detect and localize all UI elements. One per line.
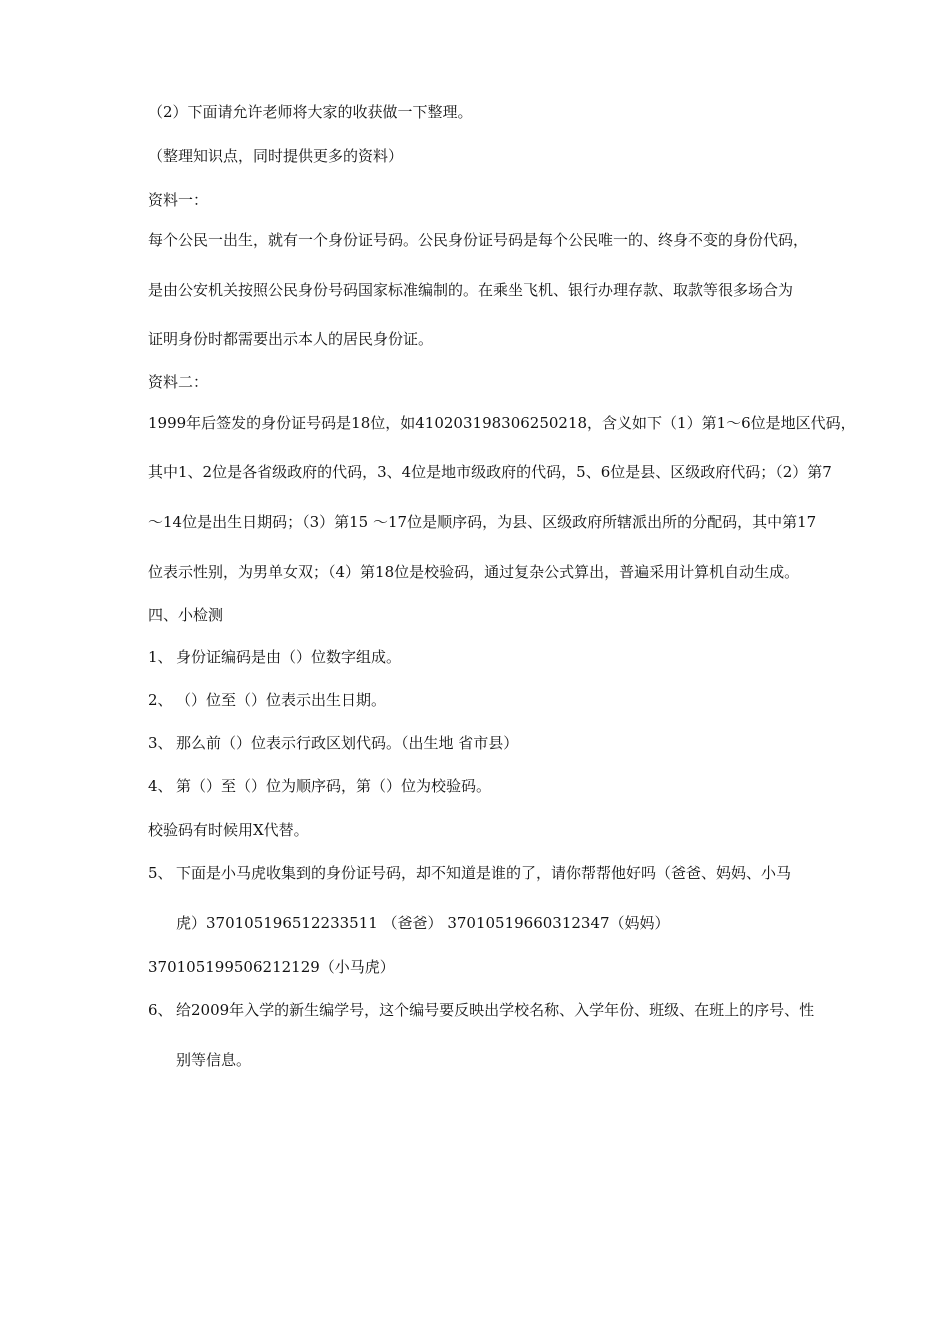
intro-note: （整理知识点，同时提供更多的资料） xyxy=(148,147,404,165)
question-6-line-1: 给2009年入学的新生编学号，这个编号要反映出学校名称、入学年份、班级、在班上的序号、性 xyxy=(176,1001,815,1019)
question-6-line-2: 别等信息。 xyxy=(176,1051,252,1069)
question-2-text: （）位至（）位表示出生日期。 xyxy=(176,691,387,709)
question-3-number: 3、 xyxy=(148,734,173,752)
question-6-number: 6、 xyxy=(148,1001,173,1019)
question-2-number: 2、 xyxy=(148,691,173,709)
question-3 xyxy=(148,733,518,753)
question-5-line-2: 虎）370105196512233511 （爸爸） 37010519660312347（妈妈） xyxy=(176,914,670,932)
material2-line-1: 1999年后签发的身份证号码是18位，如410203198306250218，含义如下（1）第1～6位是地区代码， xyxy=(148,414,856,432)
question-3-text: 那么前（）位表示行政区划代码。（出生地 省市县） xyxy=(176,734,519,752)
material1-line-1: 每个公民一出生，就有一个身份证号码。公民身份证号码是每个公民唯一的、终身不变的身份代码， xyxy=(148,231,809,249)
question-4-text: 第（）至（）位为顺序码，第（）位为校验码。 xyxy=(176,777,492,795)
material2-heading: 资料二： xyxy=(148,373,209,391)
question-2 xyxy=(148,690,386,710)
material1-heading: 资料一： xyxy=(148,191,209,209)
question-1-number: 1、 xyxy=(148,648,173,666)
checksum-note: 校验码有时候用X代替。 xyxy=(148,821,309,839)
material2-line-3: ～14位是出生日期码；（3）第15 ～17位是顺序码，为县、区级政府所辖派出所的分配码，其中第17 xyxy=(148,513,817,531)
material2-line-4: 位表示性别，为男单女双；（4）第18位是校验码，通过复杂公式算出，普遍采用计算机自动生成。 xyxy=(148,563,800,581)
material1-line-2: 是由公安机关按照公民身份号码国家标准编制的。在乘坐飞机、银行办理存款、取款等很多场合为 xyxy=(148,281,794,299)
question-1-text: 身份证编码是由（）位数字组成。 xyxy=(176,648,402,666)
section4-heading: 四、小检测 xyxy=(148,606,224,624)
material1-line-3: 证明身份时都需要出示本人的居民身份证。 xyxy=(148,330,434,348)
intro-line: （2）下面请允许老师将大家的收获做一下整理。 xyxy=(148,103,473,121)
question-6 xyxy=(148,1000,814,1020)
question-4-number: 4、 xyxy=(148,777,173,795)
question-5-line-1: 下面是小马虎收集到的身份证号码，却不知道是谁的了，请你帮帮他好吗（爸爸、妈妈、小马 xyxy=(176,864,792,882)
question-1 xyxy=(148,647,401,667)
question-4 xyxy=(148,776,491,796)
material2-line-2: 其中1、2位是各省级政府的代码，3、4位是地市级政府的代码，5、6位是县、区级政府代码；（2）第7 xyxy=(148,463,832,481)
question-5-number: 5、 xyxy=(148,864,173,882)
question-5-line-3: 370105199506212129（小马虎） xyxy=(148,958,395,976)
question-5 xyxy=(148,863,791,883)
